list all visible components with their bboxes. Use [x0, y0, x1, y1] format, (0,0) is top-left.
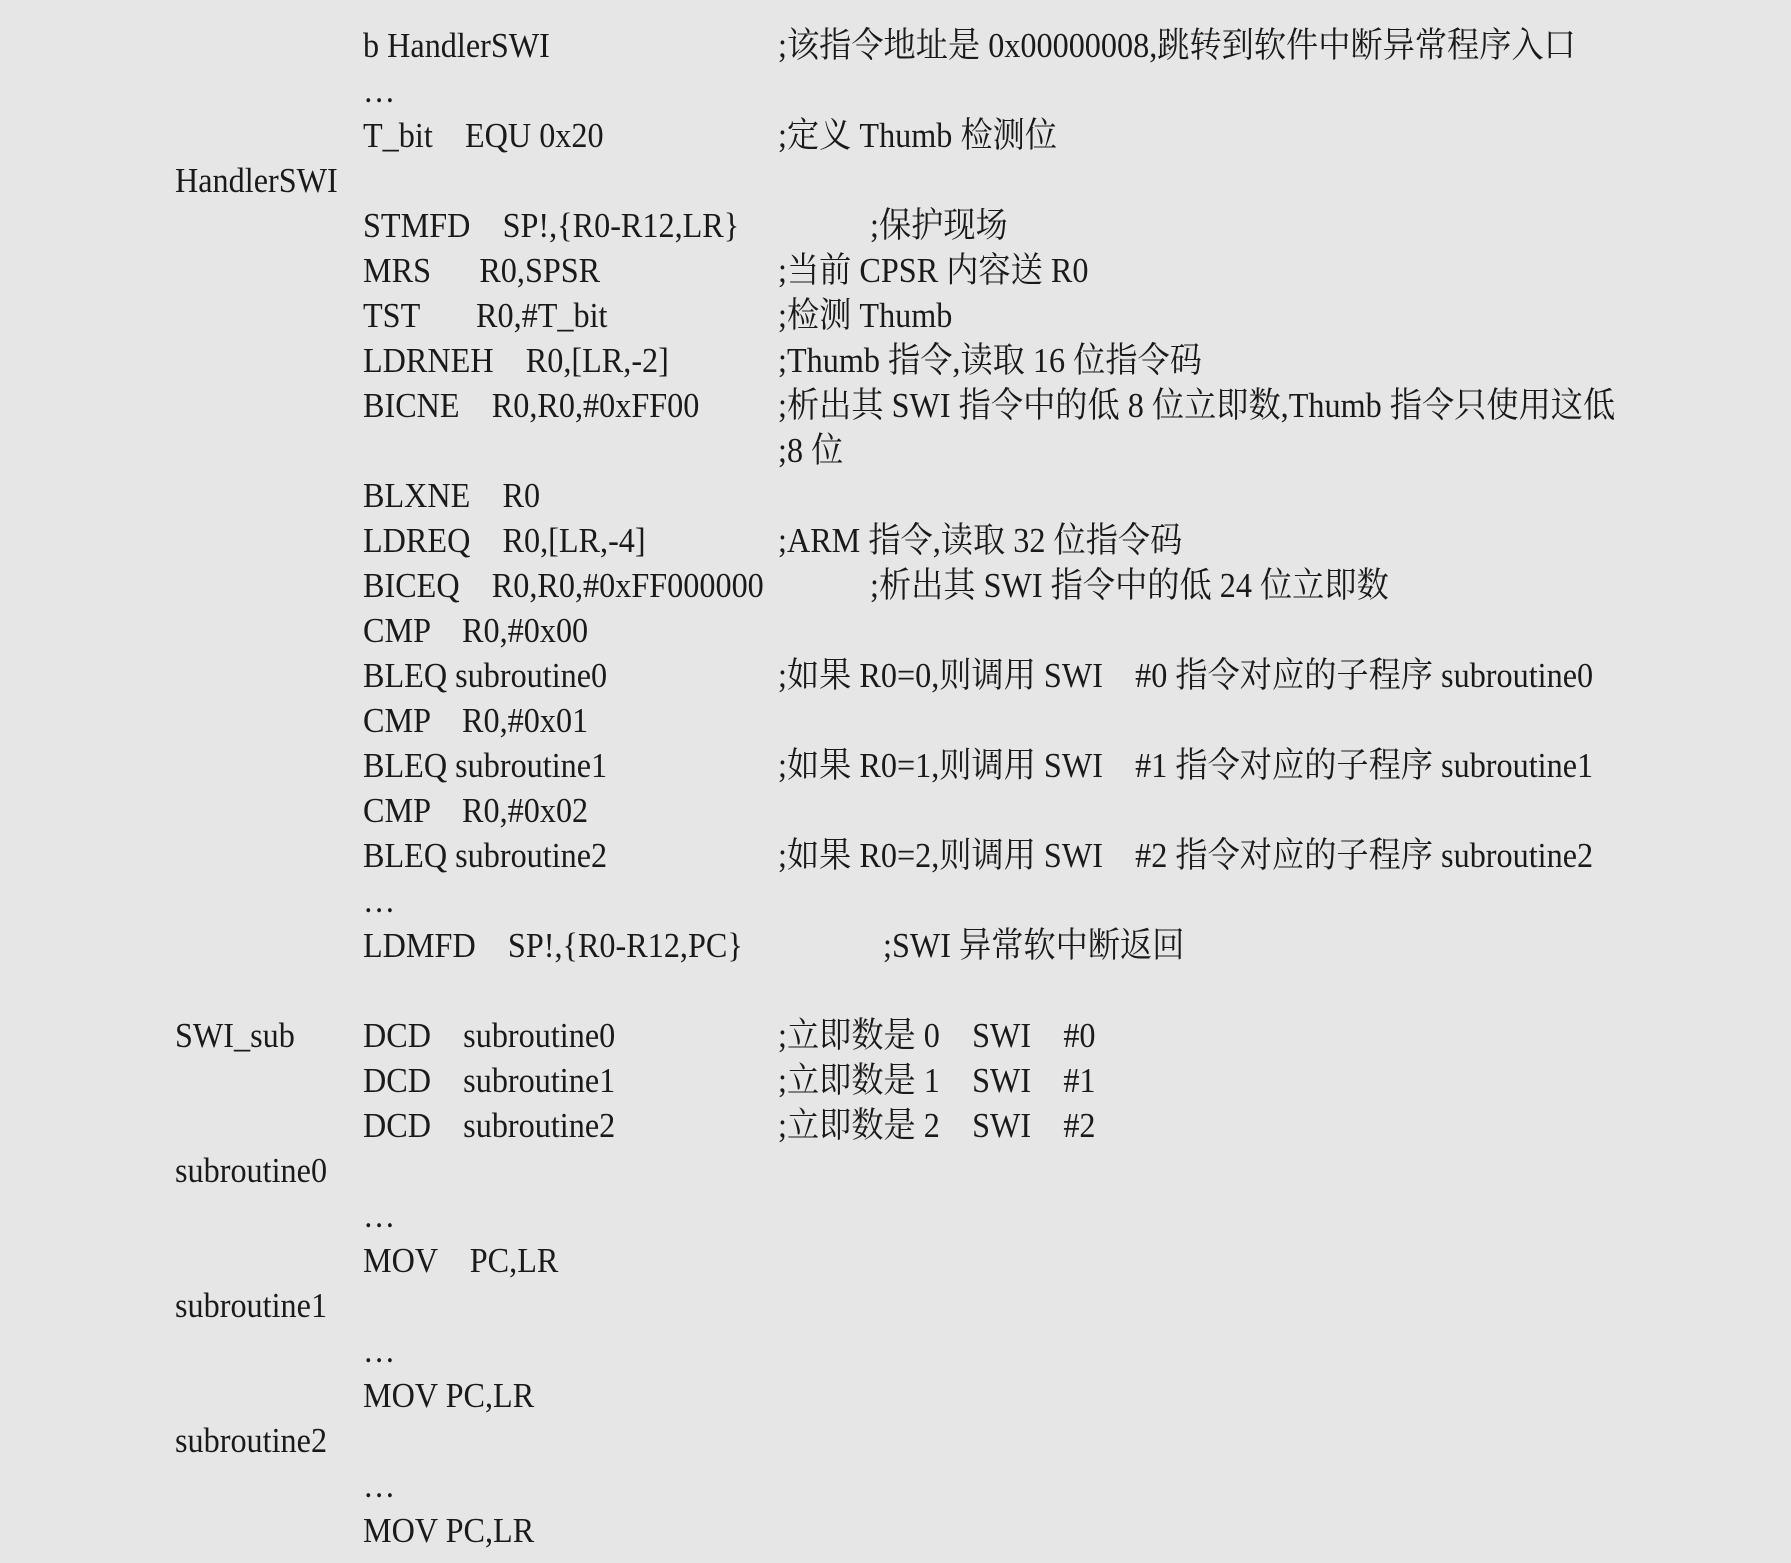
line-comment: ;析出其 SWI 指令中的低 8 位立即数,Thumb 指令只使用这低: [778, 386, 1616, 425]
code-line: [0, 1328, 1791, 1374]
line-code: CMP R0,#0x02: [363, 791, 589, 830]
line-code: BLEQ subroutine0: [363, 656, 608, 695]
code-line: [0, 518, 1791, 564]
line-comment: ;该指令地址是 0x00000008,跳转到软件中断异常程序入口: [778, 26, 1576, 65]
line-code: CMP R0,#0x01: [363, 701, 589, 740]
code-line: [0, 248, 1791, 294]
line-code: T_bit EQU 0x20: [363, 116, 604, 155]
line-code: …: [363, 71, 396, 110]
code-line: [0, 338, 1791, 384]
line-label: HandlerSWI: [175, 161, 338, 200]
line-code: LDRNEH R0,[LR,-2]: [363, 341, 669, 380]
code-line: [0, 1238, 1791, 1284]
code-line: [0, 1058, 1791, 1104]
code-line: [0, 1508, 1791, 1554]
code-line: [0, 68, 1791, 114]
code-line: [0, 158, 1791, 204]
code-line: [0, 698, 1791, 744]
code-line: [0, 563, 1791, 609]
code-line: [0, 923, 1791, 969]
line-comment: ;ARM 指令,读取 32 位指令码: [778, 521, 1183, 560]
line-comment: ;Thumb 指令,读取 16 位指令码: [778, 341, 1202, 380]
line-code: MRS R0,SPSR: [363, 251, 601, 290]
code-line: [0, 878, 1791, 924]
code-line: [0, 743, 1791, 789]
line-code: BICNE R0,R0,#0xFF00: [363, 386, 700, 425]
line-code: DCD subroutine0: [363, 1016, 616, 1055]
code-line: [0, 473, 1791, 519]
code-line: [0, 293, 1791, 339]
code-line: [0, 1373, 1791, 1419]
line-code: LDREQ R0,[LR,-4]: [363, 521, 646, 560]
line-comment: ;SWI 异常软中断返回: [883, 926, 1185, 965]
line-code: TST R0,#T_bit: [363, 296, 608, 335]
line-code: …: [363, 1196, 396, 1235]
code-line: [0, 833, 1791, 879]
code-line: [0, 1193, 1791, 1239]
line-comment: ;当前 CPSR 内容送 R0: [778, 251, 1089, 290]
code-line: [0, 1148, 1791, 1194]
code-line: [0, 23, 1791, 69]
code-line: [0, 428, 1791, 474]
code-line: [0, 608, 1791, 654]
line-code: BLEQ subroutine1: [363, 746, 608, 785]
line-comment: ;立即数是 1 SWI #1: [778, 1061, 1096, 1100]
line-label: subroutine0: [175, 1151, 328, 1190]
line-label: subroutine2: [175, 1421, 328, 1460]
line-comment: ;如果 R0=1,则调用 SWI #1 指令对应的子程序 subroutine1: [778, 746, 1594, 785]
code-line: [0, 788, 1791, 834]
code-line: [0, 203, 1791, 249]
line-code: …: [363, 1331, 396, 1370]
line-comment: ;8 位: [778, 431, 844, 470]
line-comment: ;立即数是 2 SWI #2: [778, 1106, 1096, 1145]
code-line: [0, 113, 1791, 159]
line-code: …: [363, 1466, 396, 1505]
code-line: [0, 1103, 1791, 1149]
line-code: DCD subroutine1: [363, 1061, 616, 1100]
line-code: BICEQ R0,R0,#0xFF000000: [363, 566, 764, 605]
code-line: [0, 1283, 1791, 1329]
code-line: [0, 968, 1791, 1014]
line-code: DCD subroutine2: [363, 1106, 616, 1145]
code-line: [0, 653, 1791, 699]
line-code: BLXNE R0: [363, 476, 541, 515]
code-line: [0, 1418, 1791, 1464]
line-code: LDMFD SP!,{R0-R12,PC}: [363, 926, 743, 965]
line-comment: ;定义 Thumb 检测位: [778, 116, 1058, 155]
line-comment: ;检测 Thumb: [778, 296, 953, 335]
line-code: CMP R0,#0x00: [363, 611, 589, 650]
code-line: [0, 383, 1791, 429]
line-comment: ;析出其 SWI 指令中的低 24 位立即数: [870, 566, 1389, 605]
line-label: subroutine1: [175, 1286, 328, 1325]
line-comment: ;保护现场: [870, 206, 1008, 245]
line-comment: ;立即数是 0 SWI #0: [778, 1016, 1096, 1055]
line-code: BLEQ subroutine2: [363, 836, 608, 875]
line-code: MOV PC,LR: [363, 1376, 535, 1415]
code-line: [0, 1013, 1791, 1059]
line-code: STMFD SP!,{R0-R12,LR}: [363, 206, 740, 245]
line-code: …: [363, 881, 396, 920]
code-line: [0, 1463, 1791, 1509]
line-comment: ;如果 R0=0,则调用 SWI #0 指令对应的子程序 subroutine0: [778, 656, 1594, 695]
line-code: MOV PC,LR: [363, 1241, 559, 1280]
line-comment: ;如果 R0=2,则调用 SWI #2 指令对应的子程序 subroutine2: [778, 836, 1594, 875]
line-code: MOV PC,LR: [363, 1511, 535, 1550]
line-code: b HandlerSWI: [363, 26, 550, 65]
line-label: SWI_sub: [175, 1016, 295, 1055]
